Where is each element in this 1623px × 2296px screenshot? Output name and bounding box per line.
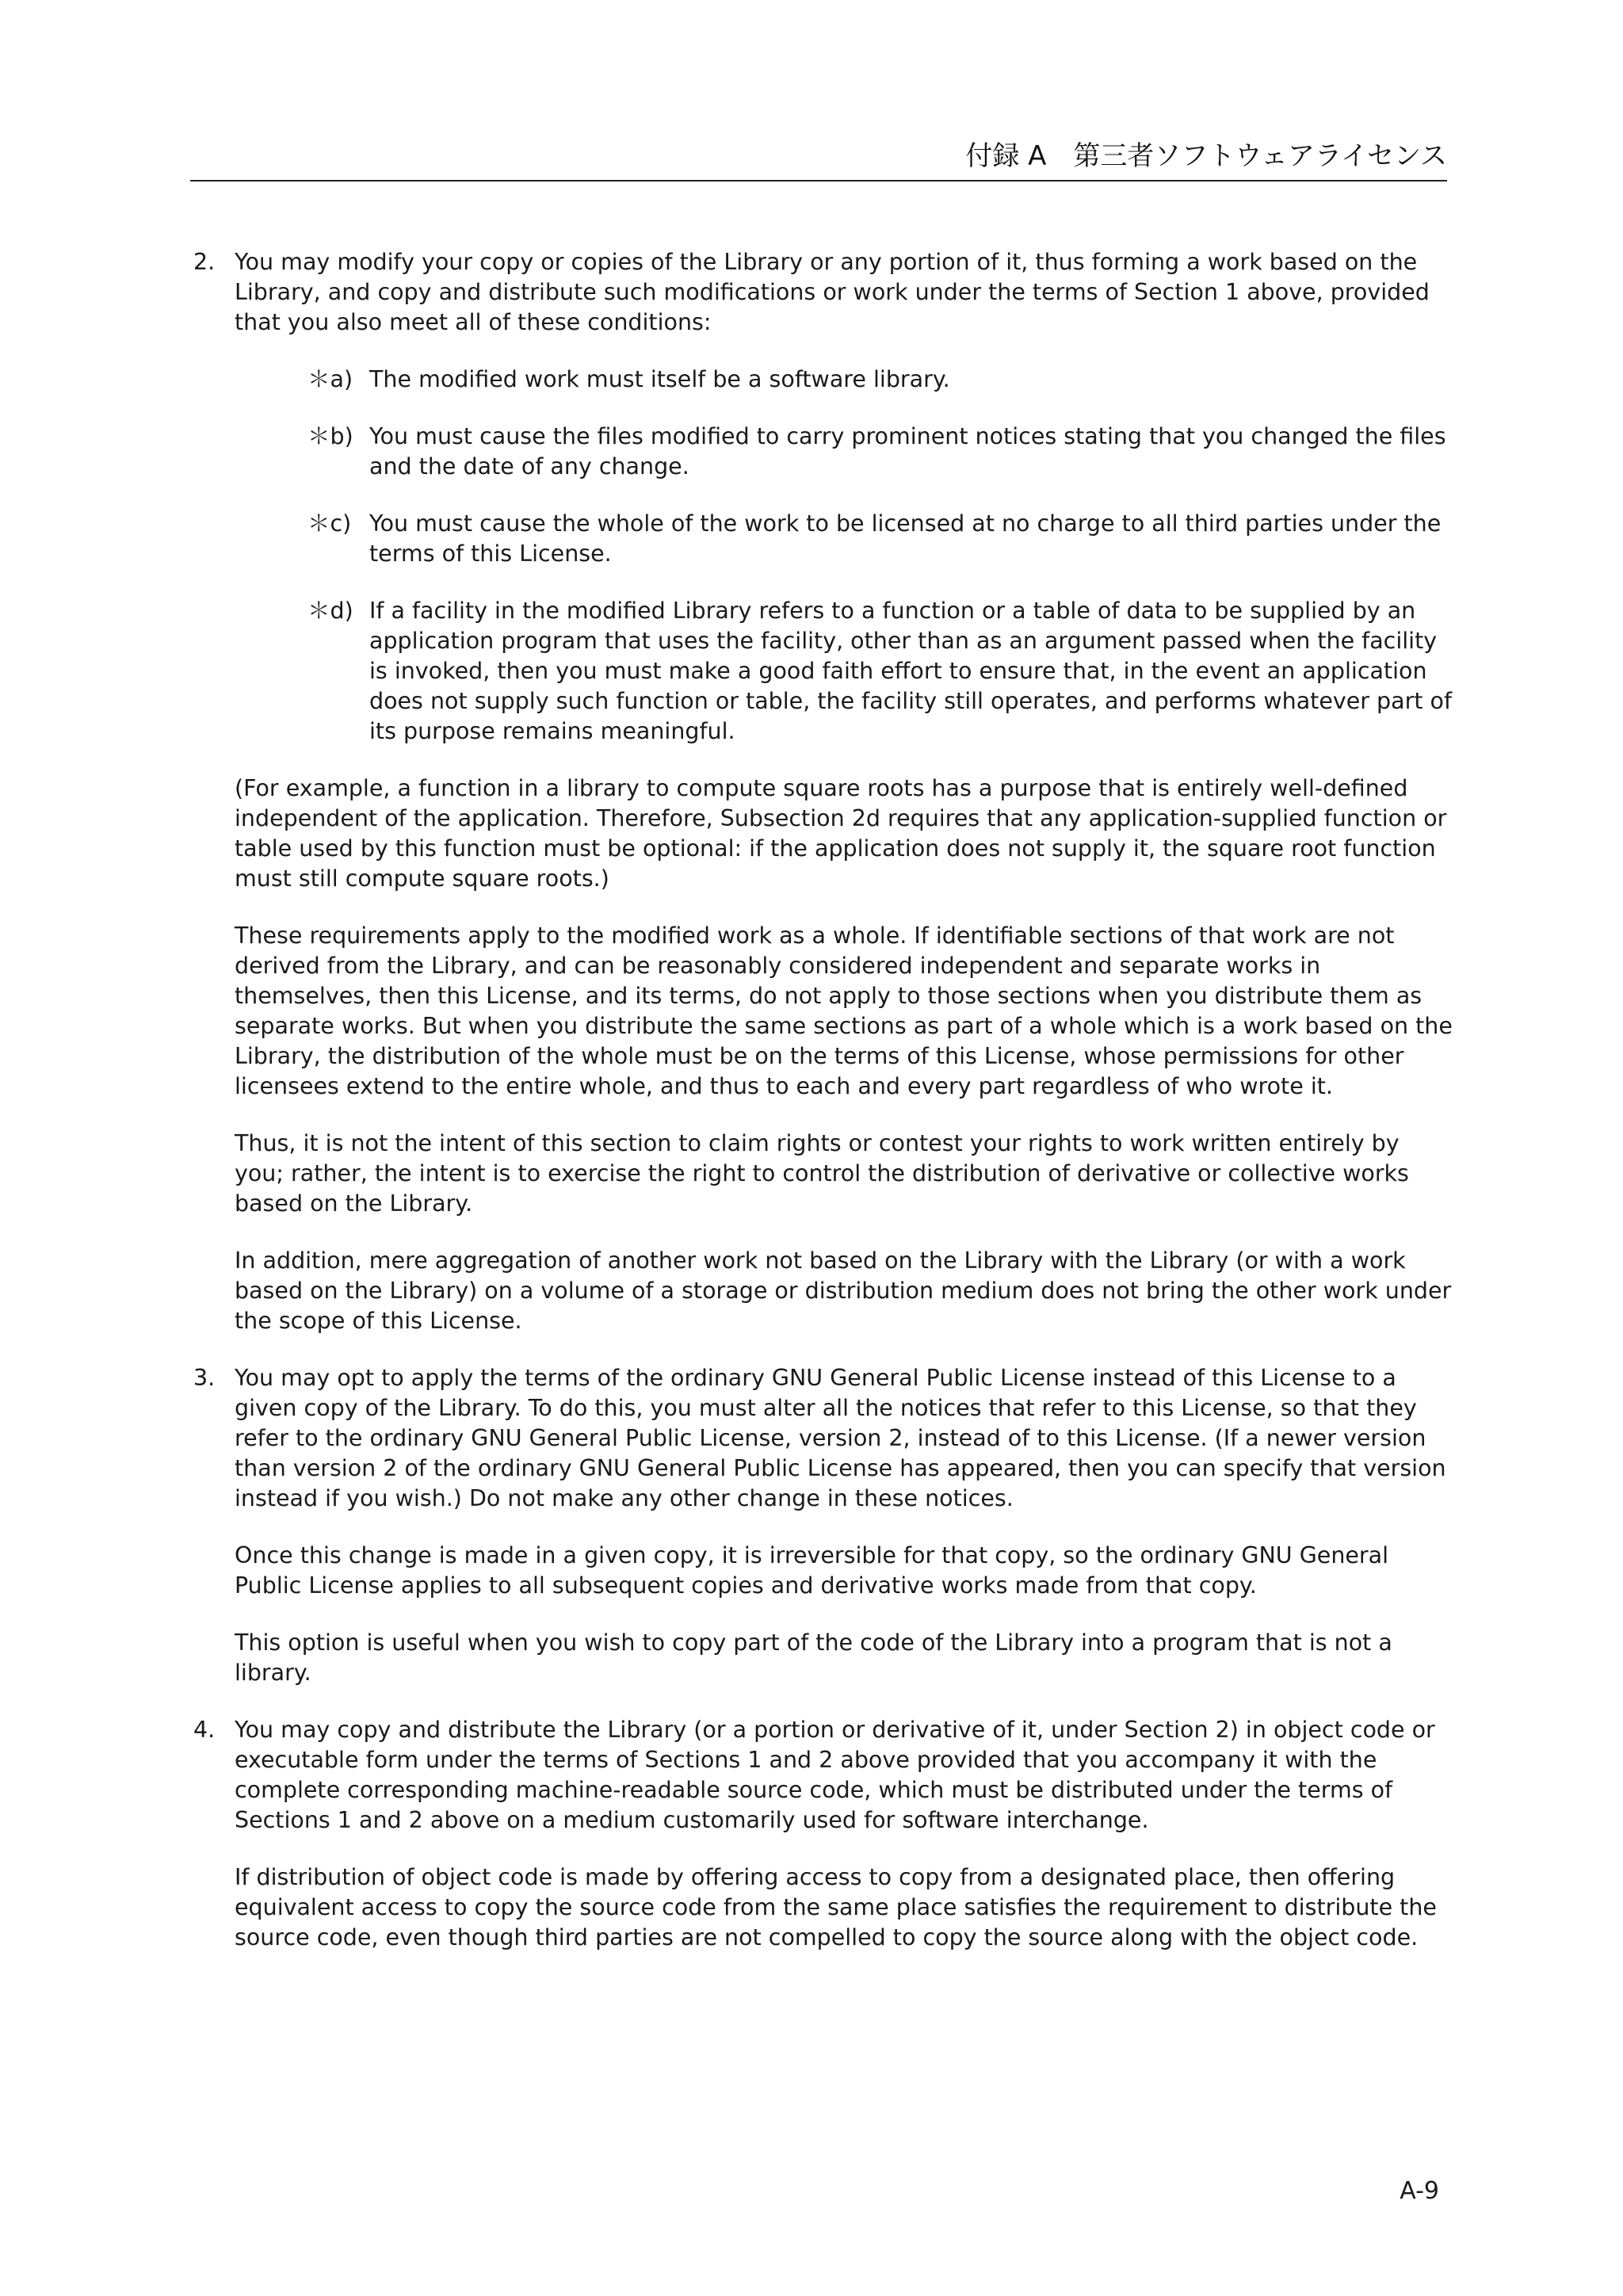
section-number: 4. <box>193 1717 216 1743</box>
paragraph: In addition, mere aggregation of another work not based on the Library with the Library (or with a work based on the Library) on a volume of a storage or distribution medium does not bring the other work under the scope of this License. <box>235 1247 1452 1334</box>
condition-text: If a facility in the modified Library refers to a function or a table of data to be supplied by an application program that uses the facility, other than as an argument passed when the facility is invoked, then you must make a good faith effort to ensure that, in the event an application does not supply such function or table, the facility still operates, and performs whatever part of its purpose remains meaningful. <box>369 598 1453 744</box>
page-header-title: 付録 A 第三者ソフトウェアライセンス <box>965 140 1447 172</box>
paragraph: This option is useful when you wish to copy part of the code of the Library into a program that is not a library. <box>235 1629 1392 1686</box>
paragraph: Thus, it is not the intent of this section to claim rights or contest your rights to work written entirely by you; rather, the intent is to exercise the right to control the distribution of derivative or collective works based on the Library. <box>235 1130 1409 1217</box>
paragraph: Once this change is made in a given copy, it is irreversible for that copy, so the ordinary GNU General Public License applies to all subsequent copies and derivative works made from that copy. <box>235 1542 1389 1599</box>
page-body <box>193 247 1453 1980</box>
header-divider <box>190 180 1447 181</box>
section-2 <box>193 247 1453 1336</box>
paragraph: (For example, a function in a library to compute square roots has a purpose that is entirely well-defined independent of the application. Therefore, Subsection 2d requires that any application-supplied function or table used by this function must be optional: if the application does not supply it, the square root function must still compute square roots.) <box>235 775 1447 892</box>
section-number: 2. <box>193 249 216 275</box>
condition-a <box>235 365 1453 395</box>
section-3 <box>193 1363 1453 1688</box>
condition-d <box>235 596 1453 747</box>
condition-c <box>235 509 1453 569</box>
condition-label: ＊b) <box>307 423 353 449</box>
section-intro: You may modify your copy or copies of the Library or any portion of it, thus forming a work based on the Library, and copy and distribute such modifications or work under the terms of Section 1 above, provided that you also meet all of these conditions: <box>235 249 1430 335</box>
paragraph: These requirements apply to the modified work as a whole. If identifiable sections of that work are not derived from the Library, and can be reasonably considered independent and separate works in themselves, then this License, and its terms, do not apply to those sections when you distribute them as separate works. But when you distribute the same sections as part of a whole which is a work based on the Library, the distribution of the whole must be on the terms of this License, whose permissions for other licensees extend to the entire whole, and thus to each and every part regardless of who wrote it. <box>235 923 1453 1099</box>
page-number: A-9 <box>1400 2177 1439 2205</box>
paragraph: If distribution of object code is made by offering access to copy from a designated place, then offering equivalent access to copy the source code from the same place satisfies the requirement to distribute the source code, even though third parties are not compelled to copy the source along with the object code. <box>235 1864 1437 1950</box>
paragraph: You may copy and distribute the Library (or a portion or derivative of it, under Section 2) in object code or executable form under the terms of Sections 1 and 2 above provided that you accompany it with the complete corresponding machine-readable source code, which must be distributed under the terms of Sections 1 and 2 above on a medium customarily used for software interchange. <box>235 1717 1435 1833</box>
condition-text: You must cause the whole of the work to be licensed at no charge to all third parties under the terms of this License. <box>369 510 1442 567</box>
section-4 <box>193 1715 1453 1953</box>
section-number: 3. <box>193 1365 216 1391</box>
condition-text: The modified work must itself be a software library. <box>369 366 950 392</box>
paragraph: You may opt to apply the terms of the ordinary GNU General Public License instead of this License to a given copy of the Library. To do this, you must alter all the notices that refer to this License, so that they refer to the ordinary GNU General Public License, version 2, instead of to this License. (If a newer version than version 2 of the ordinary GNU General Public License has appeared, then you can specify that version instead if you wish.) Do not make any other change in these notices. <box>235 1365 1446 1511</box>
condition-label: ＊a) <box>307 366 353 392</box>
condition-label: ＊c) <box>307 510 352 537</box>
condition-b <box>235 422 1453 482</box>
condition-label: ＊d) <box>307 598 353 624</box>
condition-text: You must cause the files modified to carry prominent notices stating that you changed the files and the date of any change. <box>369 423 1446 479</box>
